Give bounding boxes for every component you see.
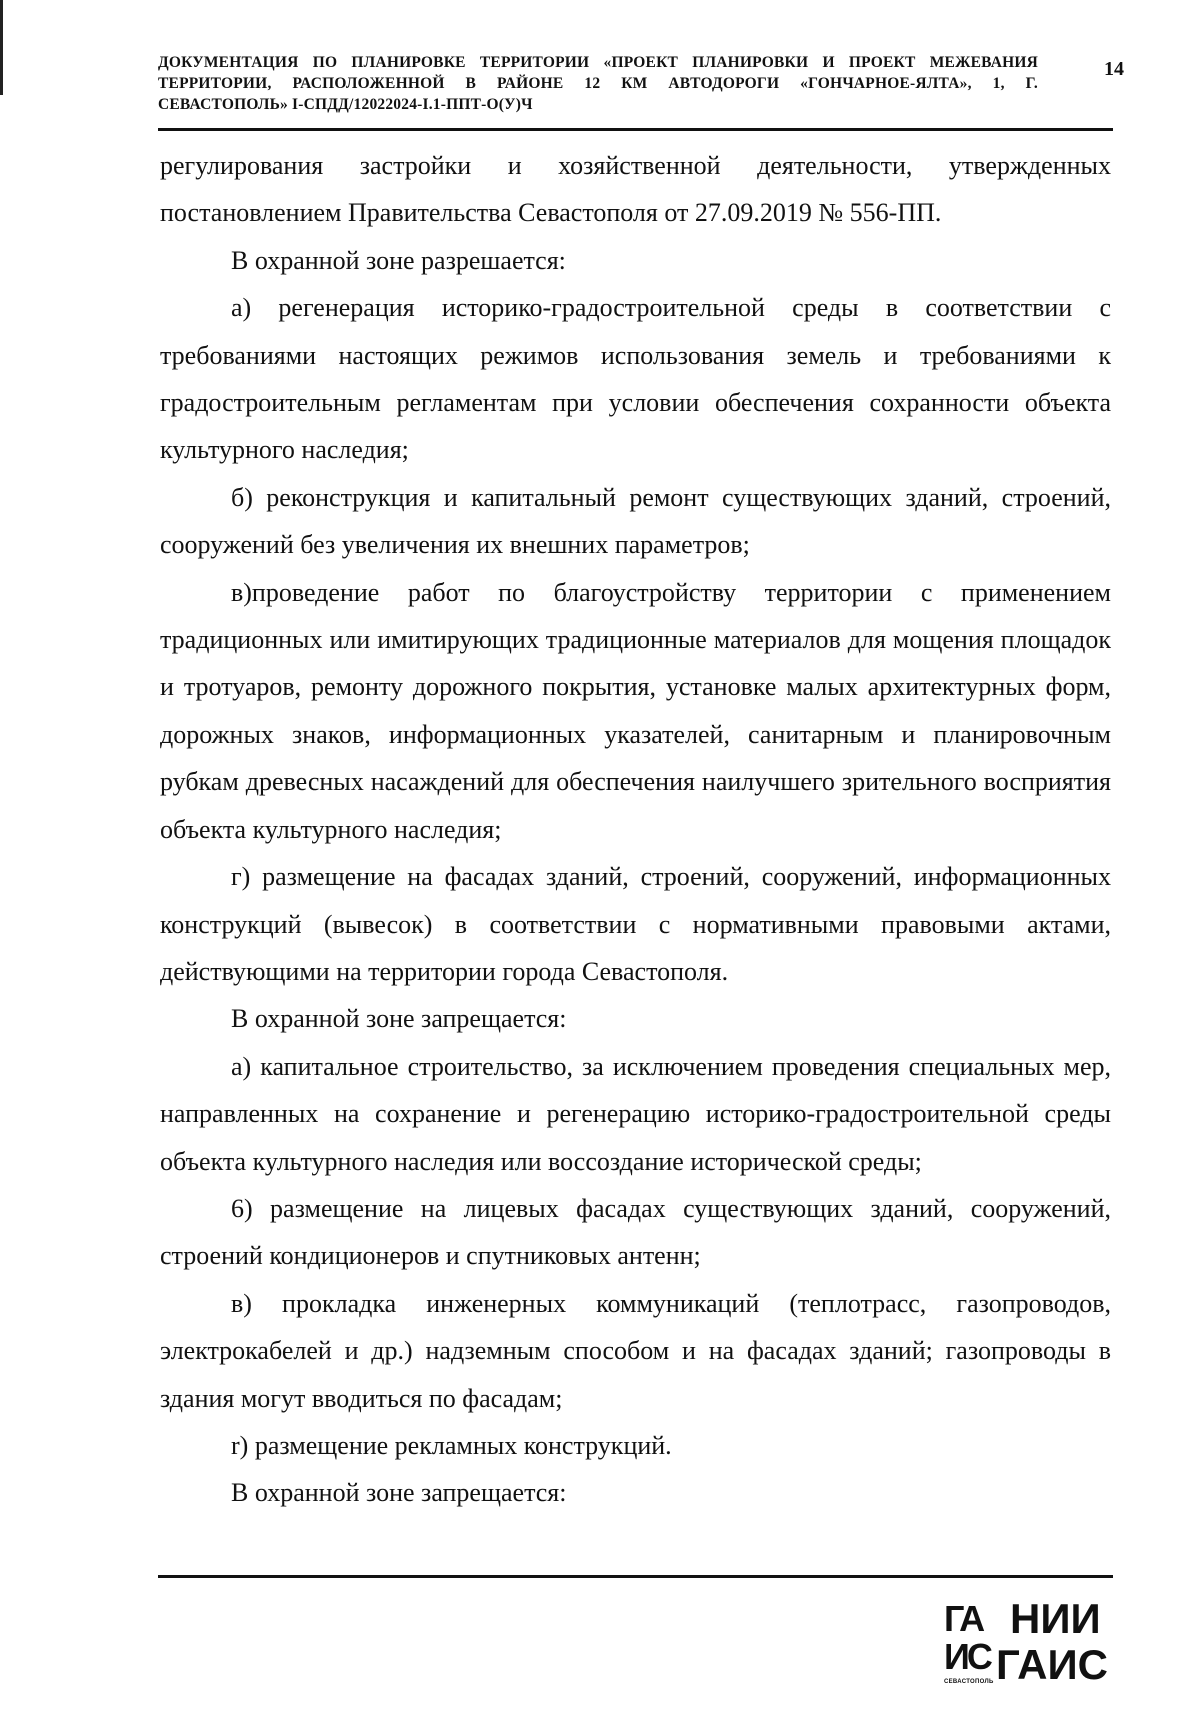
header-line-2: ТЕРРИТОРИИ, РАСПОЛОЖЕННОЙ В РАЙОНЕ 12 КМ АВТОДОРОГИ «ГОНЧАРНОЕ-ЯЛТА», 1, Г.	[158, 75, 1038, 92]
paragraph-allowed-a: а) регенерация историко-градостроительной среды в соответствии с требованиями настоящих режимов использования земель и требованиями к градостроительным регламентам при условии обеспечения сохранности объекта культурного наследия;	[160, 293, 1111, 465]
paragraph-allowed-g: г) размещение на фасадах зданий, строений, сооружений, информационных конструкций (вывесок) в соответствии с нормативными правовыми актами, действующими на территории города Севастополя.	[160, 862, 1111, 986]
paragraph-prohibited-heading-2: В охранной зоне запрещается:	[231, 1478, 567, 1508]
paragraph-allowed-heading: В охранной зоне разрешается:	[231, 245, 566, 275]
document-header	[158, 52, 1038, 115]
logo-monogram	[944, 1598, 994, 1685]
svg-text:НИИ: НИИ	[1010, 1597, 1101, 1642]
document-body	[160, 142, 1111, 1517]
paragraph-prohibited-a: а) капитальное строительство, за исключением проведения специальных мер, направленных на сохранение и регенерацию историко-градостроительной среды объекта культурного наследия или воссоздание исторической среды;	[160, 1051, 1111, 1176]
svg-text:ГА: ГА	[944, 1598, 983, 1639]
header-divider	[158, 128, 1113, 131]
header-line-1: ДОКУМЕНТАЦИЯ ПО ПЛАНИРОВКЕ ТЕРРИТОРИИ «ПРОЕКТ ПЛАНИРОВКИ И ПРОЕКТ МЕЖЕВАНИЯ	[158, 54, 1038, 71]
paragraph-prohibited-b: 6) размещение на лицевых фасадах существующих зданий, сооружений, строений кондиционеров и спутниковых антенн;	[160, 1193, 1111, 1271]
paragraph-continuation: регулирования застройки и хозяйственной деятельности, утвержденных постановлением Правительства Севастополя от 27.09.2019 № 556-ПП.	[160, 151, 1111, 228]
svg-text:ИС: ИС	[944, 1636, 990, 1677]
logo-wordmark	[996, 1597, 1108, 1687]
svg-text:СЕВАСТОПОЛЬ: СЕВАСТОПОЛЬ	[944, 1679, 994, 1685]
paragraph-prohibited-v: в) прокладка инженерных коммуникаций (теплотрасс, газопроводов, электрокабелей и др.) надземным способом и на фасадах зданий; газопроводы в здания могут вводиться по фасадам;	[160, 1288, 1111, 1413]
scan-edge-mark	[0, 0, 3, 95]
header-line-3: СЕВАСТОПОЛЬ» I-СПДД/12022024-I.1-ППТ-О(У)Ч	[158, 96, 533, 113]
paragraph-allowed-v: в)проведение работ по благоустройству территории с применением традиционных или имитирующих традиционные материалов для мощения площадок и тротуаров, ремонту дорожного покрытия, установке малых архитектурных форм, дорожных знаков, информационных указателей, санитарным и планировочным рубкам древесных насаждений для обеспечения наилучшего зрительного восприятия объекта культурного наследия;	[160, 577, 1111, 844]
paragraph-prohibited-g: r) размещение рекламных конструкций.	[231, 1430, 672, 1460]
svg-text:ГАИС: ГАИС	[996, 1641, 1109, 1687]
paragraph-allowed-b: б) реконструкция и капитальный ремонт существующих зданий, строений, сооружений без увеличения их внешних параметров;	[160, 482, 1111, 560]
footer-divider	[158, 1575, 1113, 1578]
page-number: 14	[1104, 58, 1124, 80]
nii-gais-logo-icon	[944, 1597, 1119, 1687]
paragraph-prohibited-heading: В охранной зоне запрещается:	[231, 1004, 567, 1034]
